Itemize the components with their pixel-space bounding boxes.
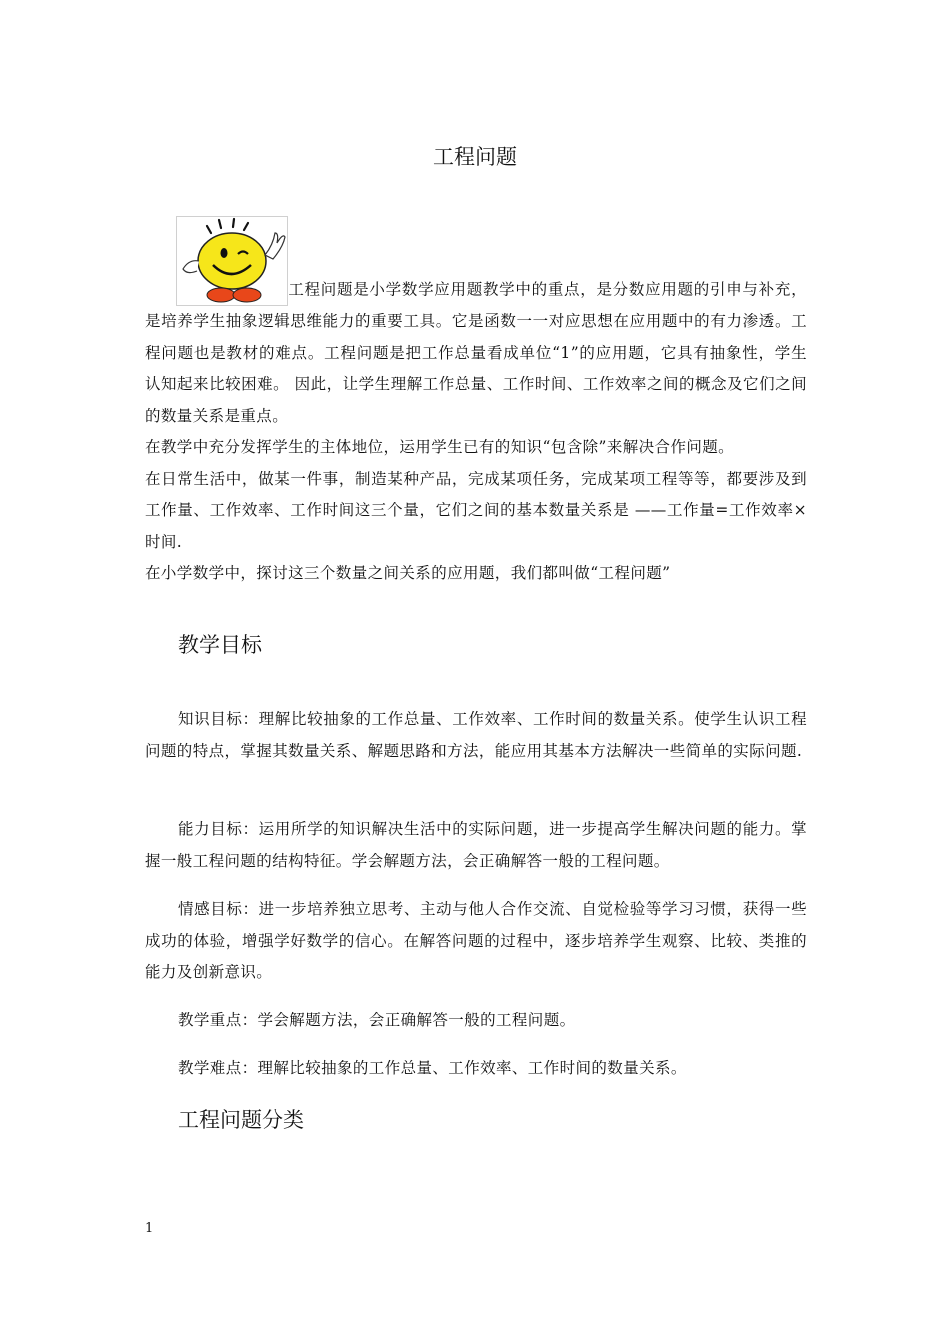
heading-problem-types: 工程问题分类 bbox=[178, 1108, 304, 1132]
intro-section bbox=[145, 216, 807, 590]
goal-emotion: 情感目标：进一步培养独立思考、主动与他人合作交流、自觉检验等学习习惯，获得一些成功的体验，增强学好数学的信心。在解答问题的过程中，逐步培养学生观察、比较、类推的能力及创新意识。 bbox=[145, 900, 807, 981]
page-title: 工程问题 bbox=[433, 145, 517, 169]
intro-paragraph bbox=[145, 216, 807, 432]
intro-paragraph-2: 在教学中充分发挥学生的主体地位，运用学生已有的知识“包含除”来解决合作问题。 bbox=[145, 438, 735, 456]
intro-paragraph-4: 在小学数学中，探讨这三个数量之间关系的应用题，我们都叫做“工程问题” bbox=[145, 564, 671, 582]
heading-teaching-goals: 教学目标 bbox=[178, 633, 262, 657]
intro-text: 工程问题是小学数学应用题教学中的重点，是分数应用题的引申与补充，是培养学生抽象逻辑思维能力的重要工具。它是函数一一对应思想在应用题中的有力渗透。工程问题也是教材的难点。工程问题是把工作总量看成单位“1”的应用题，它具有抽象性，学生认知起来比较困难。 因此，让学生理解工作总量、工作时间、工作效率之间的概念及它们之间的数量关系是重点。 bbox=[145, 280, 807, 425]
smiley-mascot-icon bbox=[176, 216, 288, 306]
goal-ability: 能力目标：运用所学的知识解决生活中的实际问题，进一步提高学生解决问题的能力。掌握一般工程问题的结构特征。学会解题方法，会正确解答一般的工程问题。 bbox=[145, 820, 807, 870]
key-point: 教学重点：学会解题方法，会正确解答一般的工程问题。 bbox=[178, 1011, 576, 1029]
page-number: 1 bbox=[145, 1221, 154, 1236]
goal-knowledge: 知识目标：理解比较抽象的工作总量、工作效率、工作时间的数量关系。使学生认识工程问题的特点，掌握其数量关系、解题思路和方法，能应用其基本方法解决一些简单的实际问题. bbox=[145, 710, 807, 760]
difficult-point: 教学难点：理解比较抽象的工作总量、工作效率、工作时间的数量关系。 bbox=[178, 1059, 687, 1077]
intro-paragraph-3: 在日常生活中，做某一件事，制造某种产品，完成某项任务，完成某项工程等等，都要涉及到工作量、工作效率、工作时间这三个量，它们之间的基本数量关系是 ——工作量=工作效率×时间. bbox=[145, 469, 807, 551]
